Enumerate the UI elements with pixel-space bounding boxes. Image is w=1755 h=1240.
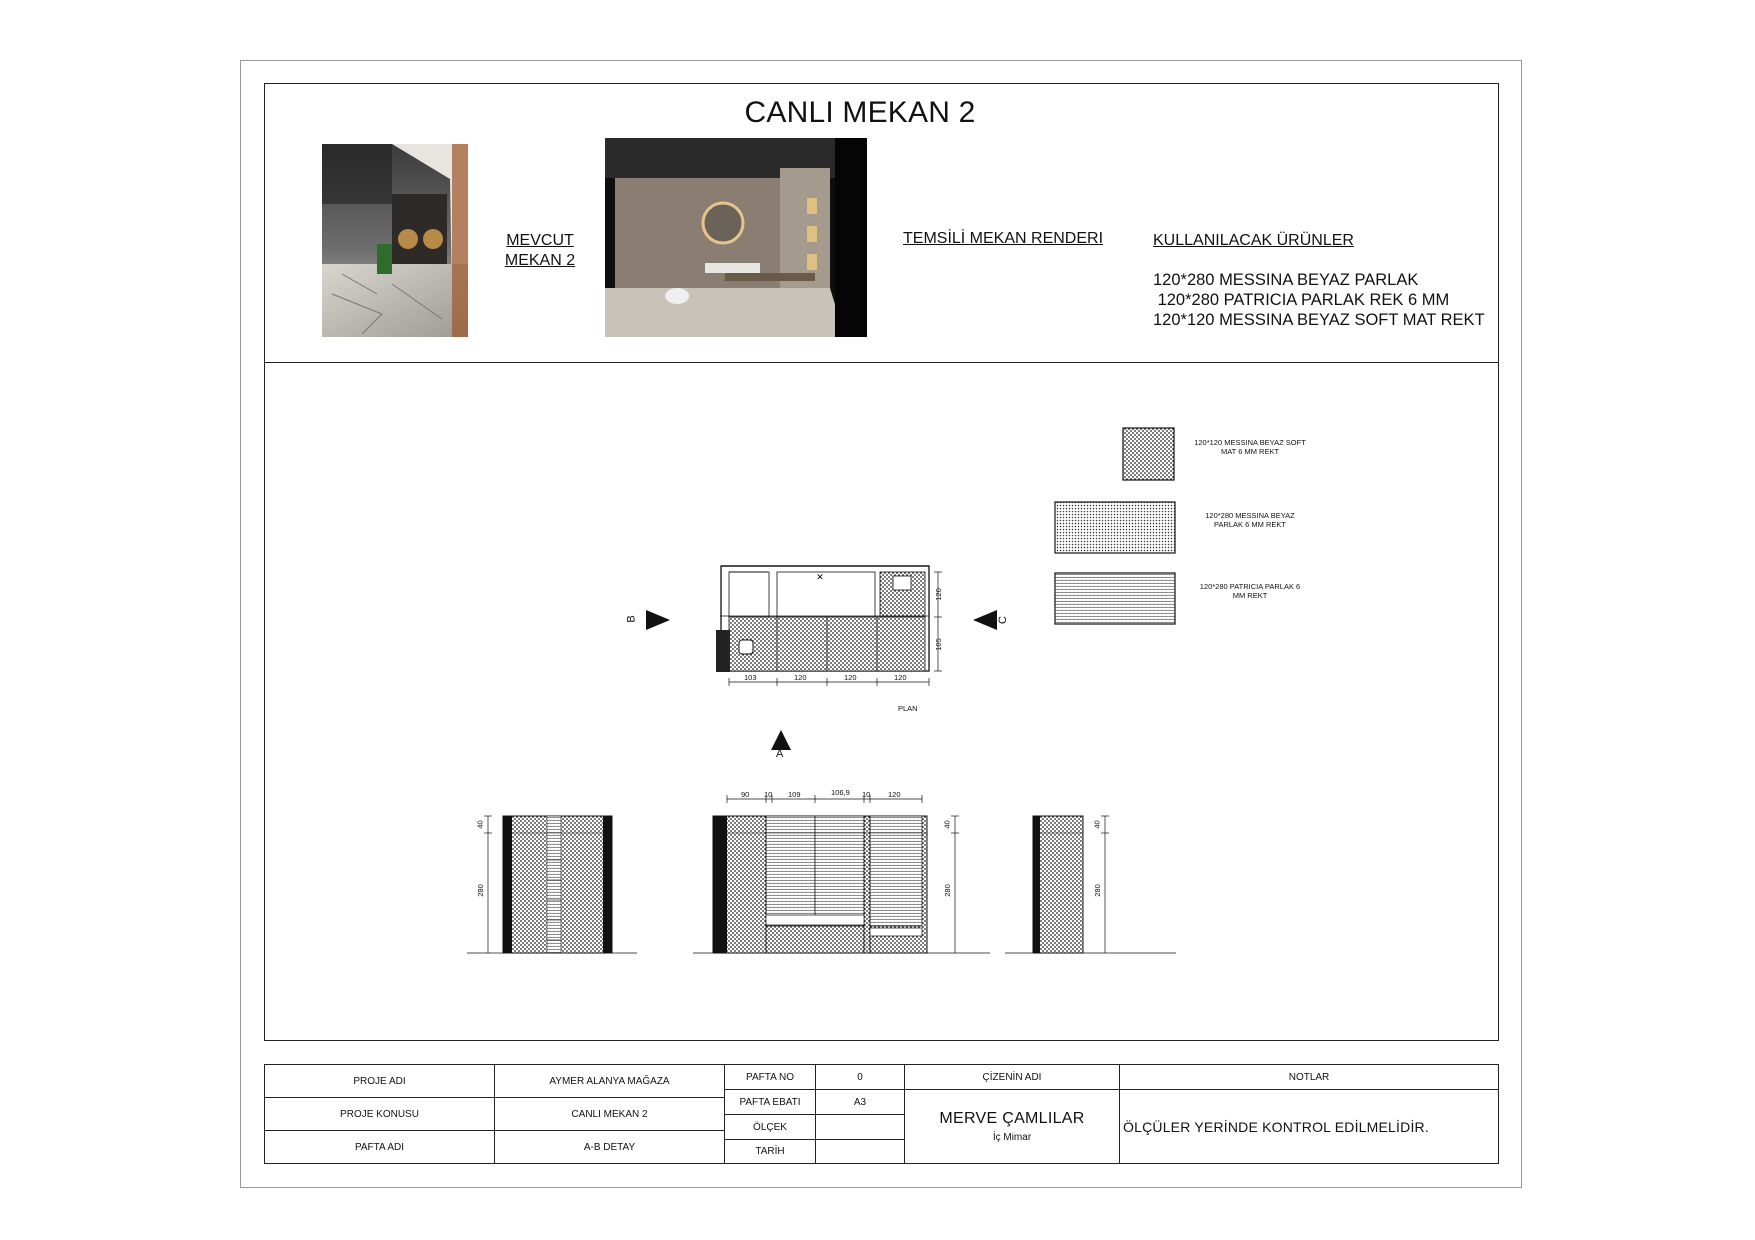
tarih-value (815, 1139, 905, 1164)
elevation-dim: 106,9 (831, 788, 850, 797)
elevation-dim: 40 (942, 820, 952, 829)
page-title: CANLI MEKAN 2 (744, 96, 976, 129)
existing-label-line2: MEKAN 2 (504, 252, 576, 269)
notlar-value: ÖLÇÜLER YERİNDE KONTROL EDİLMELİDİR. (1123, 1118, 1429, 1135)
notlar-value-cell (1119, 1089, 1499, 1164)
designer-role: İç Mimar (992, 1132, 1032, 1143)
section-marker-c (973, 610, 997, 630)
legend-line: MM REKT (1232, 591, 1268, 600)
elevation-dim: 109 (788, 790, 801, 799)
product-item: 120*280 MESSINA BEYAZ PARLAK (1153, 271, 1419, 289)
section-marker-b (646, 610, 670, 630)
pafta-ebati-value: A3 (815, 1089, 905, 1115)
floor-plan (716, 566, 942, 686)
plan-label: PLAN (898, 704, 918, 713)
elevation-dim: 10 (764, 790, 773, 799)
title-block (264, 1064, 1499, 1164)
legend-line: 120*120 MESSINA BEYAZ SOFT (1194, 438, 1306, 447)
left-elevation (467, 816, 637, 953)
existing-label-line1: MEVCUT (506, 232, 574, 249)
pafta-adi-value: A-B DETAY (494, 1130, 725, 1164)
pafta-no-value: 0 (815, 1064, 905, 1090)
legend-line: PARLAK 6 MM REKT (1214, 520, 1286, 529)
elevation-dim: 280 (1092, 884, 1102, 897)
cizen-cell (904, 1089, 1120, 1164)
legend-line: 120*280 PATRICIA PARLAK 6 (1199, 582, 1301, 591)
legend-line: 120*280 MESSINA BEYAZ (1205, 511, 1295, 520)
legend-swatch-dots (1123, 428, 1174, 480)
olcek-value (815, 1114, 905, 1140)
proje-adi-value: AYMER ALANYA MAĞAZA (494, 1064, 725, 1098)
product-item: 120*120 MESSINA BEYAZ SOFT MAT REKT (1153, 311, 1485, 329)
plan-dim: 120 (794, 673, 807, 682)
olcek-label: ÖLÇEK (724, 1114, 816, 1140)
proje-konusu-label: PROJE KONUSU (264, 1097, 495, 1131)
pafta-no-label: PAFTA NO (724, 1064, 816, 1090)
product-item: 120*280 PATRICIA PARLAK REK 6 MM (1153, 291, 1450, 309)
designer-name: MERVE ÇAMLILAR (939, 1110, 1085, 1127)
pafta-ebati-label: PAFTA EBATI (724, 1089, 816, 1115)
elevation-dim: 40 (1092, 820, 1102, 829)
render-label: TEMSİLİ MEKAN RENDERI (903, 230, 1104, 247)
section-label-b: B (625, 615, 638, 623)
middle-elevation (693, 795, 990, 953)
plan-dim: 120 (894, 673, 907, 682)
legend-swatch-lines (1055, 573, 1175, 624)
elevation-dim: 40 (475, 820, 485, 829)
plan-dim: 120 (933, 588, 943, 601)
plan-dim: 120 (844, 673, 857, 682)
section-marker-a (771, 730, 791, 750)
legend-label (1185, 438, 1315, 456)
svg-text:✕: ✕ (816, 572, 824, 582)
notlar-label: NOTLAR (1119, 1064, 1499, 1090)
legend-line: MAT 6 MM REKT (1220, 447, 1280, 456)
products-heading: KULLANILACAK ÜRÜNLER (1153, 232, 1354, 249)
proje-adi-label: PROJE ADI (264, 1064, 495, 1098)
right-elevation (1005, 816, 1176, 953)
plan-dim: 103 (744, 673, 757, 682)
pafta-adi-label: PAFTA ADI (264, 1130, 495, 1164)
elevation-dim: 120 (888, 790, 901, 799)
legend-label (1185, 511, 1315, 529)
tarih-label: TARİH (724, 1139, 816, 1164)
elevation-dim: 280 (942, 884, 952, 897)
elevation-dim: 10 (862, 790, 871, 799)
elevation-dim: 280 (475, 884, 485, 897)
legend-swatch-fine-dots (1055, 502, 1175, 553)
plan-dim: 105 (933, 638, 943, 651)
legend-label (1185, 582, 1315, 600)
section-label-a: A (776, 748, 784, 760)
elevation-dim: 90 (741, 790, 750, 799)
section-label-c: C (996, 616, 1009, 624)
proje-konusu-value: CANLI MEKAN 2 (494, 1097, 725, 1131)
cizen-label: ÇİZENİN ADI (904, 1064, 1120, 1090)
